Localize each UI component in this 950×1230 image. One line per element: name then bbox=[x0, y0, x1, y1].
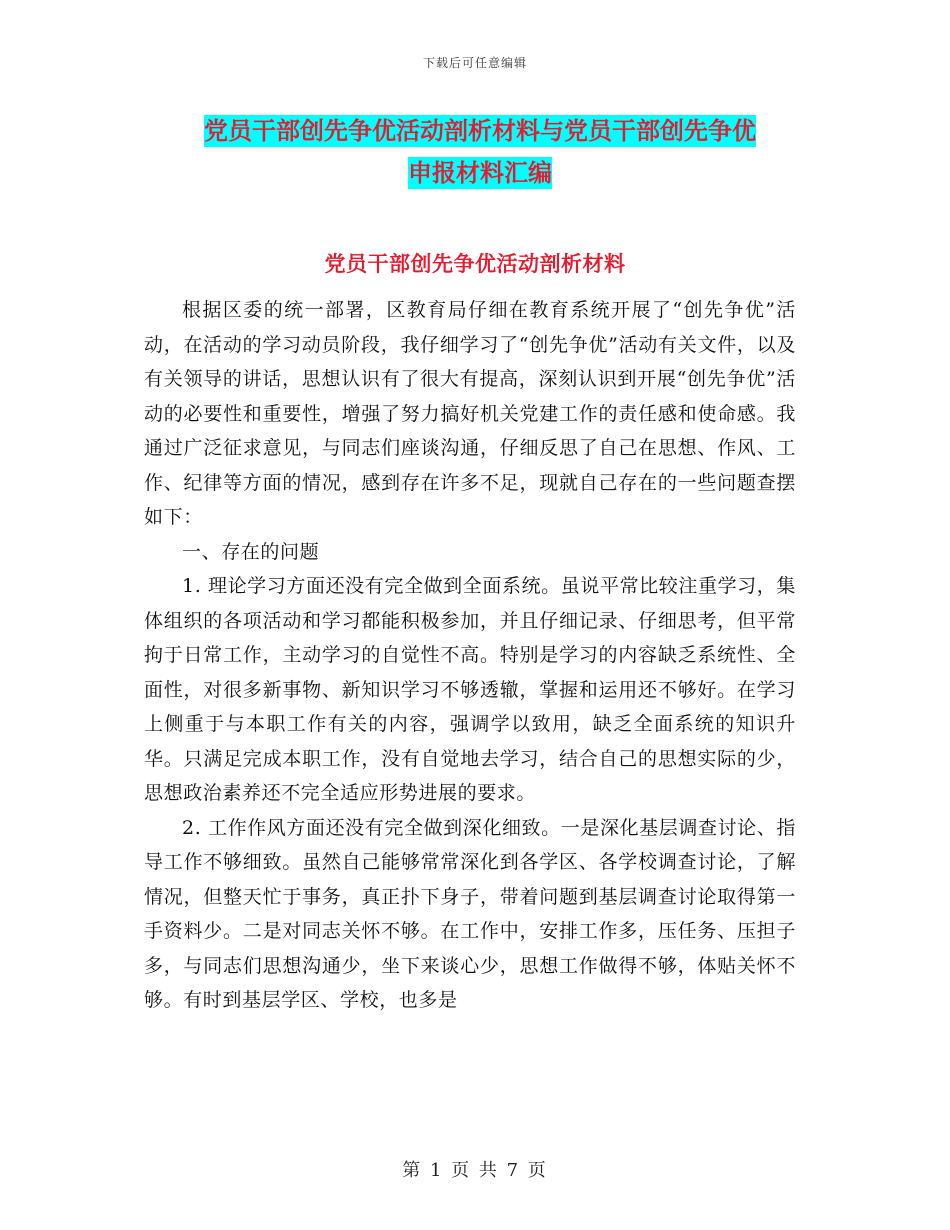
section-title: 党员干部创先争优活动剖析材料 bbox=[324, 252, 626, 276]
body-text bbox=[144, 293, 796, 1018]
paragraph-item-1: 1. 理论学习方面还没有完全做到全面系统。虽说平常比较注重学习，集体组织的各项活动和学习都能积极参加，并且仔细记录、仔细思考，但平常拘于日常工作，主动学习的自觉性不高。特别是学习的内容缺乏系统性、全面性，对很多新事物、新知识学习不够透辙，掌握和运用还不够好。在学习上侧重于与本职工作有关的内容，强调学以致用，缺乏全面系统的知识升华。只满足完成本职工作，没有自觉地去学习，结合自己的思想实际的少，思想政治素养还不完全适应形势进展的要求。 bbox=[144, 575, 796, 804]
header-note: 下载后可任意编辑 bbox=[422, 56, 527, 70]
title-line-1: 党员干部创先争优活动剖析材料与党员干部创先争优 bbox=[204, 117, 756, 145]
paragraph-item-2: 2. 工作作风方面还没有完全做到深化细致。一是深化基层调查讨论、指导工作不够细致。虽然自己能够常常深化到各学区、各学校调查讨论，了解情况，但整天忙于事务，真正扑下身子，带着问题到基层调查讨论取得第一手资料少。二是对同志关怀不够。在工作中，安排工作多，压任务、压担子多，与同志们思想沟通少，坐下来谈心少，思想工作做得不够，体贴关怀不够。有时到基层学区、学校，也多是 bbox=[144, 816, 796, 1011]
document-title bbox=[140, 110, 820, 194]
title-line-2: 申报材料汇编 bbox=[408, 159, 552, 187]
page-number: 第 1 页 共 7 页 bbox=[402, 1160, 548, 1181]
paragraph-intro: 根据区委的统一部署，区教育局仔细在教育系统开展了“创先争优”活动，在活动的学习动员阶段，我仔细学习了“创先争优”活动有关文件，以及有关领导的讲话，思想认识有了很大有提高，深刻认识到开展“创先争优”活动的必要性和重要性，增强了努力搞好机关党建工作的责任感和使命感。我通过广泛征求意见，与同志们座谈沟通，仔细反思了自己在思想、作风、工作、纪律等方面的情况，感到存在许多不足，现就自己存在的一些问题查摆如下： bbox=[144, 299, 796, 528]
paragraph-heading: 一、存在的问题 bbox=[182, 540, 320, 563]
